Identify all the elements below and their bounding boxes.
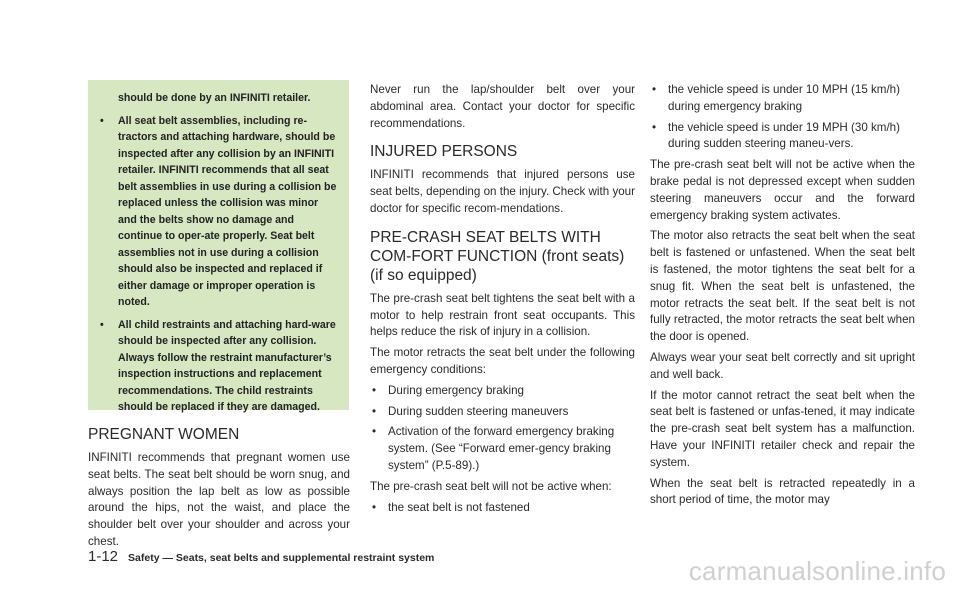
section-title: Safety — Seats, seat belts and supplemental restraint system [128, 552, 435, 564]
paragraph-repeated: When the seat belt is retracted repeatedly in a short period of time, the motor may [650, 476, 915, 507]
heading-pre-crash: PRE-CRASH SEAT BELTS WITH COM-FORT FUNCTION (front seats) (if so equipped) [370, 228, 625, 284]
paragraph-motor-retracts: The motor also retracts the seat belt when the seat belt is fastened or unfastened. When the seat belt is fastened, the motor tightens the seat belt for a snug fit. When the seat belt is unfastened, the motor retracts the seat belt. If the seat belt is not fully retracted, the motor retracts the seat belt when the door is opened. [650, 229, 915, 344]
heading-injured-persons: INJURED PERSONS [370, 143, 518, 161]
speed-list [650, 82, 915, 153]
paragraph-abdominal: Never run the lap/shoulder belt over your abdominal area. Contact your doctor for specific recommendations. [370, 83, 635, 130]
column-right [650, 82, 915, 513]
paragraph-brake: The pre-crash seat belt will not be active when the brake pedal is not depressed except when sudden steering maneuvers occur and the forward emergency braking system activates. [650, 158, 915, 222]
paragraph-conditions-intro: The motor retracts the seat belt under the following emergency conditions: [370, 346, 635, 376]
paragraph-pre-crash-intro: The pre-crash seat belt tightens the seat belt with a motor to help restrain front seat occupants. This helps reduce the risk of injury in a collision. [370, 291, 635, 339]
warning-box [88, 80, 349, 413]
page-number: 1-12 [88, 548, 119, 565]
page-footer [88, 548, 434, 565]
warning-bullet-child-restraints: • All child restraints and attaching hard-ware should be inspected after any collision. Always follow the restraint manufacturer’s inspection instructions and replacement recommendations. The child restraints should be replaced if they are damaged. [100, 317, 339, 416]
paragraph-injured: INFINITI recommends that injured persons use seat belts, depending on the injury. Check with your doctor for specific recom-mendations. [370, 168, 635, 215]
list-item: • the seat belt is not fastened [370, 500, 635, 517]
list-item: • the vehicle speed is under 10 MPH (15 km/h) during emergency braking [650, 82, 915, 116]
not-active-list [370, 500, 635, 517]
paragraph-pregnant: INFINITI recommends that pregnant women use seat belts. The seat belt should be worn snug, and always position the lap belt as low as possible around the hips, not the waist, and place the shoulder belt over your shoulder and across your chest. [88, 451, 350, 548]
paragraph-not-active: The pre-crash seat belt will not be active when: [370, 479, 612, 493]
column-left [88, 425, 350, 555]
paragraph-sit-upright: Always wear your seat belt correctly and sit upright and well back. [650, 350, 915, 381]
paragraph-malfunction: If the motor cannot retract the seat belt when the seat belt is fastened or unfas-tened, it may indicate the pre-crash seat belt system has a malfunction. Have your INFINITI retailer check and repair the system. [650, 388, 915, 469]
list-item: • During emergency braking [370, 383, 635, 400]
warning-continuation: should be done by an INFINITI retailer. [118, 92, 311, 104]
column-middle [370, 82, 635, 520]
watermark: carmanualsonline.info [688, 556, 946, 586]
heading-pregnant-women: PREGNANT WOMEN [88, 426, 240, 443]
list-item: • During sudden steering maneuvers [370, 404, 635, 421]
warning-bullet-inspection: • All seat belt assemblies, including re-tractors and attaching hardware, should be inspected after any collision by an INFINITI retailer. INFINITI recommends that all seat belt assemblies in use during a collision be replaced unless the collision was minor and the belts show no damage and continue to oper-ate properly. Seat belt assemblies not in use during a collision should also be inspected and replaced if either damage or improper operation is noted. [100, 113, 339, 311]
list-item: • the vehicle speed is under 19 MPH (30 km/h) during sudden steering maneu-vers. [650, 120, 915, 154]
list-item: • Activation of the forward emergency braking system. (See “Forward emer-gency braking system” (P.5-89).) [370, 424, 635, 474]
conditions-list [370, 383, 635, 475]
